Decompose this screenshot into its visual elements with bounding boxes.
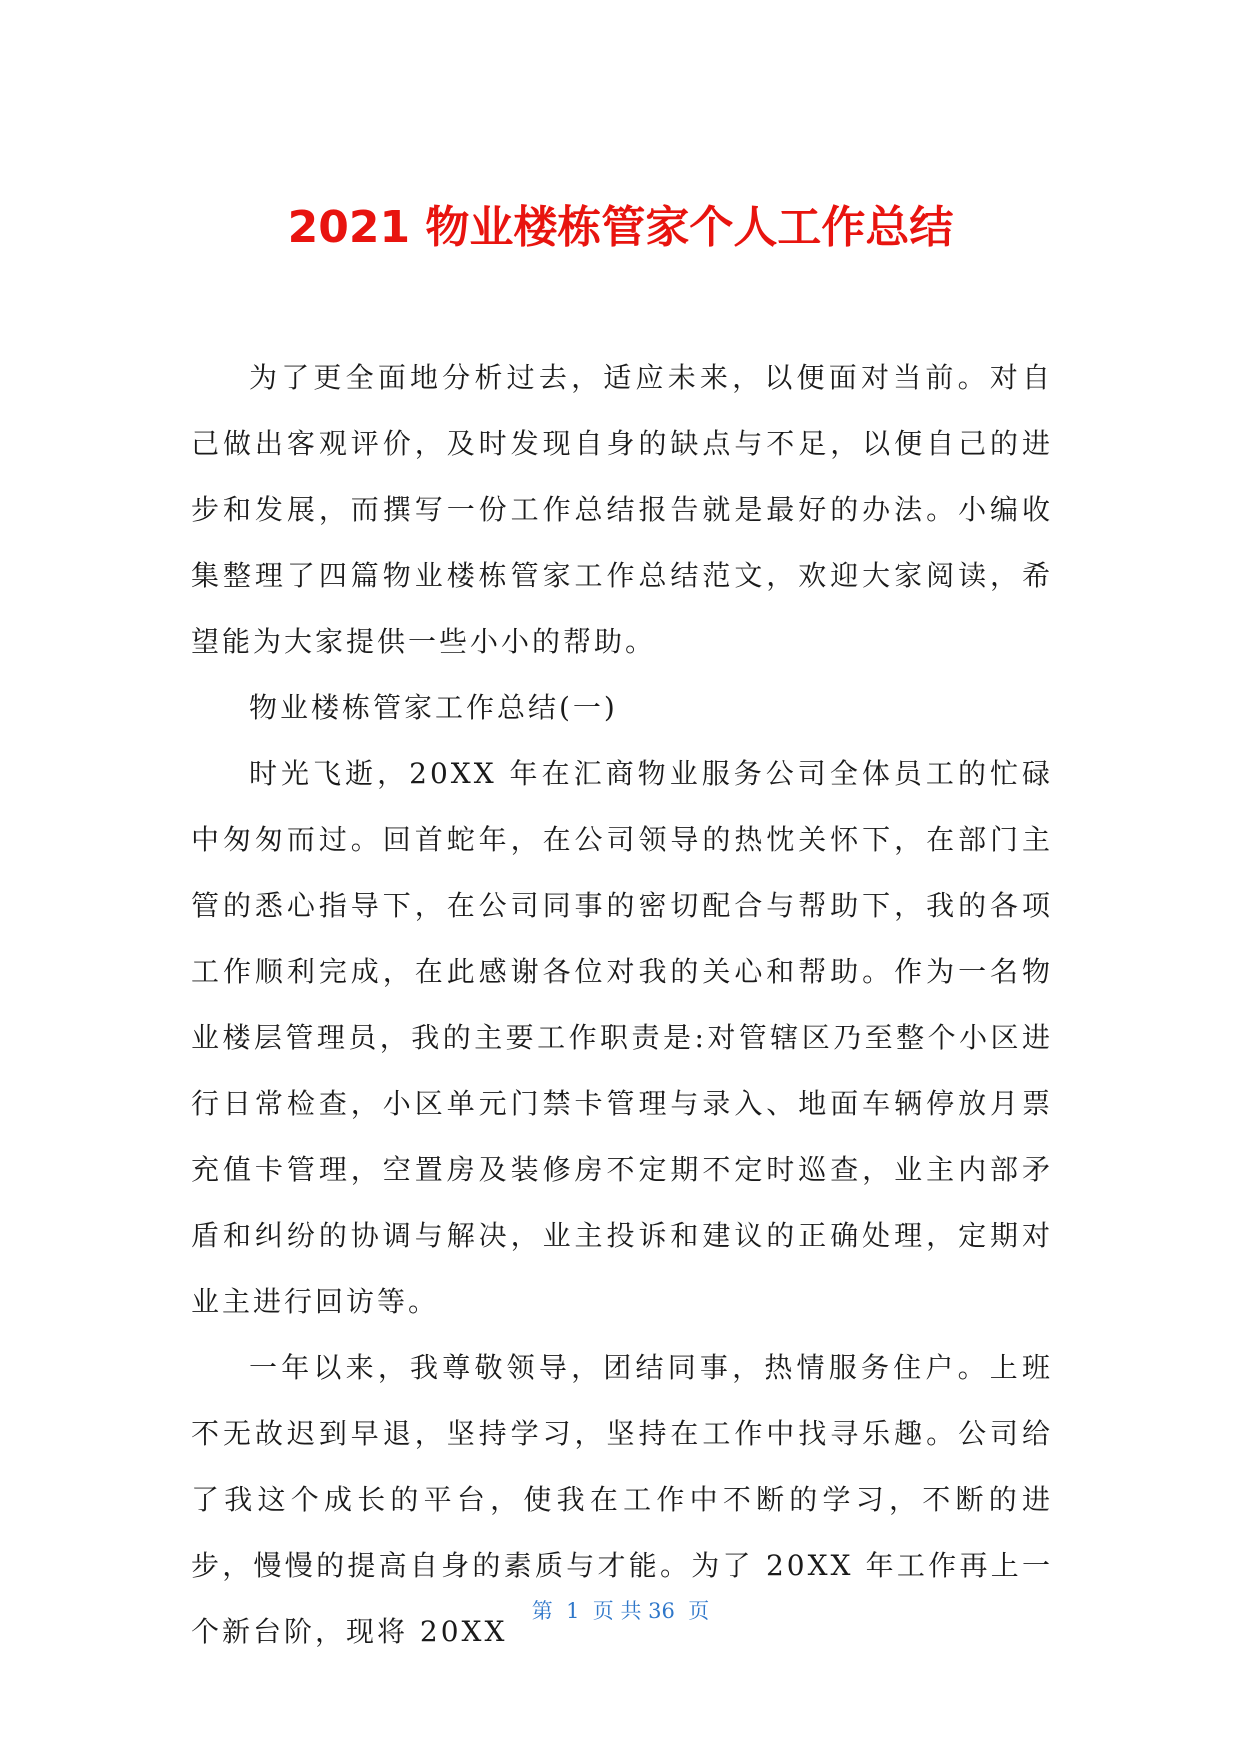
document-title: 2021 物业楼栋管家个人工作总结 <box>287 202 954 253</box>
page-number-footer: 第 1 页 共 36 页 <box>531 1599 710 1623</box>
document-body <box>191 345 1053 1665</box>
paragraph-intro: 为了更全面地分析过去，适应未来，以便面对当前。对自己做出客观评价，及时发现自身的缺点与不足，以便自己的进步和发展，而撰写一份工作总结报告就是最好的办法。小编收集整理了四篇物业楼栋管家工作总结范文，欢迎大家阅读，希望能为大家提供一些小小的帮助。 <box>191 361 1053 658</box>
paragraph-2: 一年以来，我尊敬领导，团结同事，热情服务住户。上班不无故迟到早退，坚持学习，坚持在工作中找寻乐趣。公司给了我这个成长的平台，使我在工作中不断的学习，不断的进步，慢慢的提高自身的素质与才能。为了 20XX 年工作再上一个新台阶，现将 20XX <box>191 1351 1053 1648</box>
paragraph-1: 时光飞逝，20XX 年在汇商物业服务公司全体员工的忙碌中匆匆而过。回首蛇年，在公司领导的热忱关怀下，在部门主管的悉心指导下，在公司同事的密切配合与帮助下，我的各项工作顺利完成，在此感谢各位对我的关心和帮助。作为一名物业楼层管理员，我的主要工作职责是:对管辖区乃至整个小区进行日常检查，小区单元门禁卡管理与录入、地面车辆停放月票充值卡管理，空置房及装修房不定期不定时巡查，业主内部矛盾和纠纷的协调与解决，业主投诉和建议的正确处理，定期对业主进行回访等。 <box>191 757 1053 1318</box>
section-heading: 物业楼栋管家工作总结(一) <box>249 691 618 724</box>
